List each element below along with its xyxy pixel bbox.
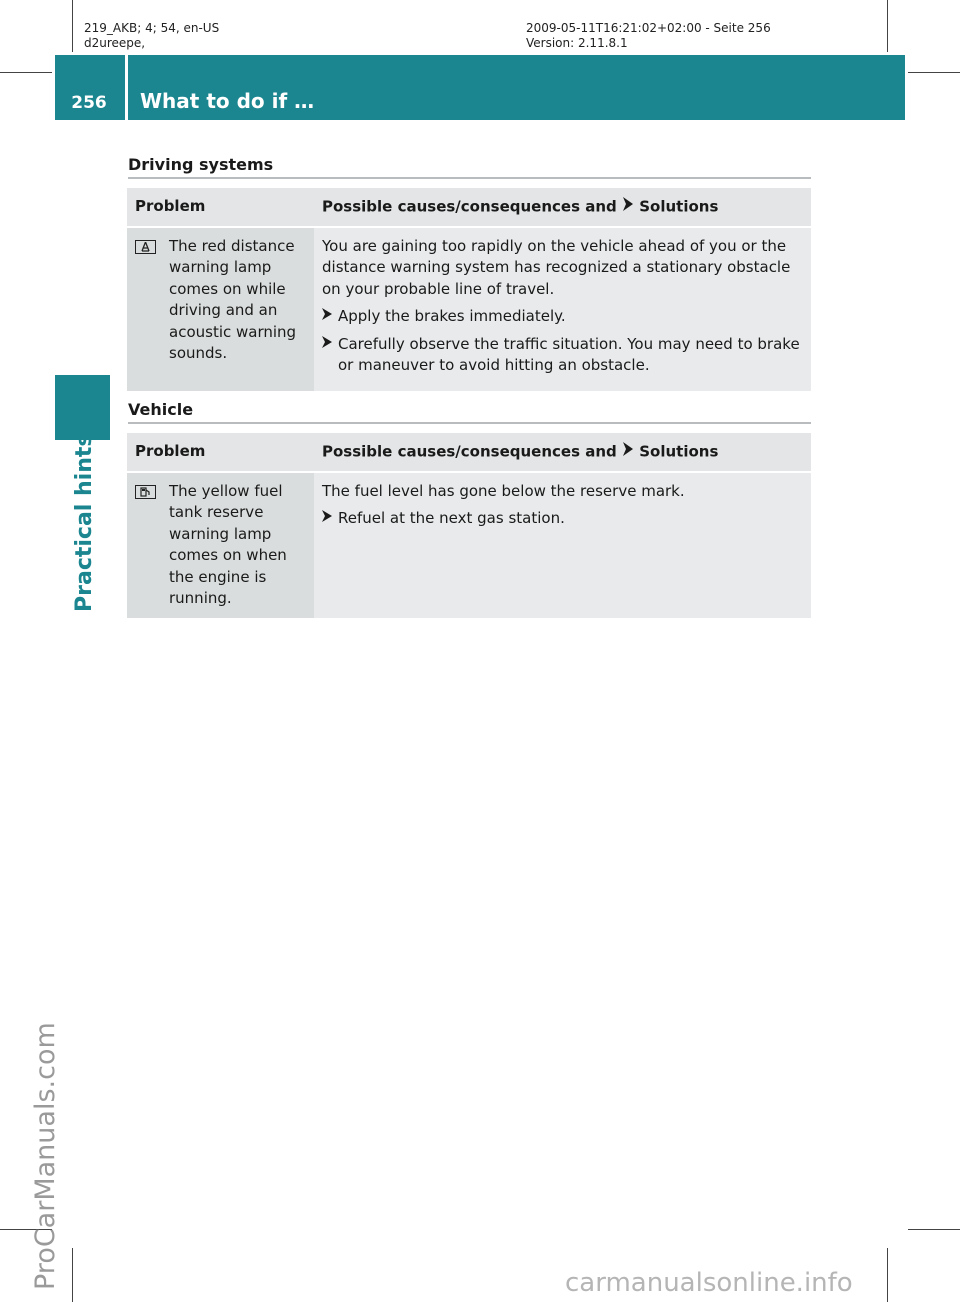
fuel-reserve-lamp-icon xyxy=(135,485,156,499)
table-row xyxy=(127,472,811,618)
crop-mark xyxy=(72,0,73,52)
page-number: 256 xyxy=(71,93,107,113)
step-text: Apply the brakes immediately. xyxy=(338,307,566,326)
crop-mark xyxy=(908,72,960,73)
problem-cell xyxy=(127,472,314,618)
watermark-left: ProCarManuals.com xyxy=(30,1022,61,1290)
section-title: Driving systems xyxy=(128,155,274,174)
problem-text: The red distance warning lamp comes on while driving and an acoustic warning sounds. xyxy=(169,236,297,363)
meta-line: Version: 2.11.8.1 xyxy=(526,36,628,50)
column-header-causes xyxy=(314,188,811,227)
crop-mark xyxy=(887,0,888,52)
cause-cell xyxy=(314,472,811,618)
print-meta-right xyxy=(526,21,771,51)
problem-table xyxy=(127,433,811,618)
table-row xyxy=(127,227,811,391)
problem-text: The yellow fuel tank reserve warning lamp comes on when the engine is running. xyxy=(169,481,287,608)
distance-warning-lamp-icon xyxy=(135,240,156,254)
crop-mark xyxy=(72,1248,73,1302)
meta-line: 219_AKB; 4; 54, en-US xyxy=(84,21,220,35)
crop-mark xyxy=(0,72,52,73)
solution-step xyxy=(322,508,803,530)
solution-arrow-icon xyxy=(622,441,634,463)
meta-line: d2ureepe, xyxy=(84,36,146,50)
problem-cell xyxy=(127,227,314,391)
crop-mark xyxy=(887,1248,888,1302)
column-header-causes xyxy=(314,433,811,472)
table-header-row xyxy=(127,433,811,472)
print-meta-left xyxy=(84,21,219,51)
step-text: Carefully observe the traffic situation. You may need to brake or maneuver to avoid hitting an obstacle. xyxy=(338,334,800,375)
section-title: Vehicle xyxy=(128,400,194,419)
step-arrow-icon xyxy=(322,334,338,377)
problem-table xyxy=(127,188,811,391)
meta-line: 2009-05-11T16:21:02+02:00 - Seite 256 xyxy=(526,21,771,35)
column-header-problem: Problem xyxy=(127,433,314,472)
column-header-causes-text: Possible causes/consequences and xyxy=(322,197,617,216)
solution-step xyxy=(322,334,803,377)
cause-cell xyxy=(314,227,811,391)
column-header-solutions-text: Solutions xyxy=(639,197,719,216)
step-arrow-icon xyxy=(322,306,338,328)
column-header-solutions-text: Solutions xyxy=(639,442,719,461)
solution-step xyxy=(322,306,803,328)
step-arrow-icon xyxy=(322,508,338,530)
cause-text: You are gaining too rapidly on the vehicle ahead of you or the distance warning system has recognized a stationary obstacle on your probable line of travel. xyxy=(322,236,791,298)
side-tab-label: Practical hints xyxy=(72,433,97,612)
step-text: Refuel at the next gas station. xyxy=(338,509,565,528)
cause-text: The fuel level has gone below the reserve mark. xyxy=(322,481,685,500)
page-title: What to do if … xyxy=(140,89,315,113)
section-rule xyxy=(128,177,811,179)
crop-mark xyxy=(908,1229,960,1230)
section-rule xyxy=(128,422,811,424)
column-header-causes-text: Possible causes/consequences and xyxy=(322,442,617,461)
solution-arrow-icon xyxy=(622,196,634,218)
table-header-row xyxy=(127,188,811,227)
column-header-problem: Problem xyxy=(127,188,314,227)
watermark-bottom: carmanualsonline.info xyxy=(565,1268,853,1298)
